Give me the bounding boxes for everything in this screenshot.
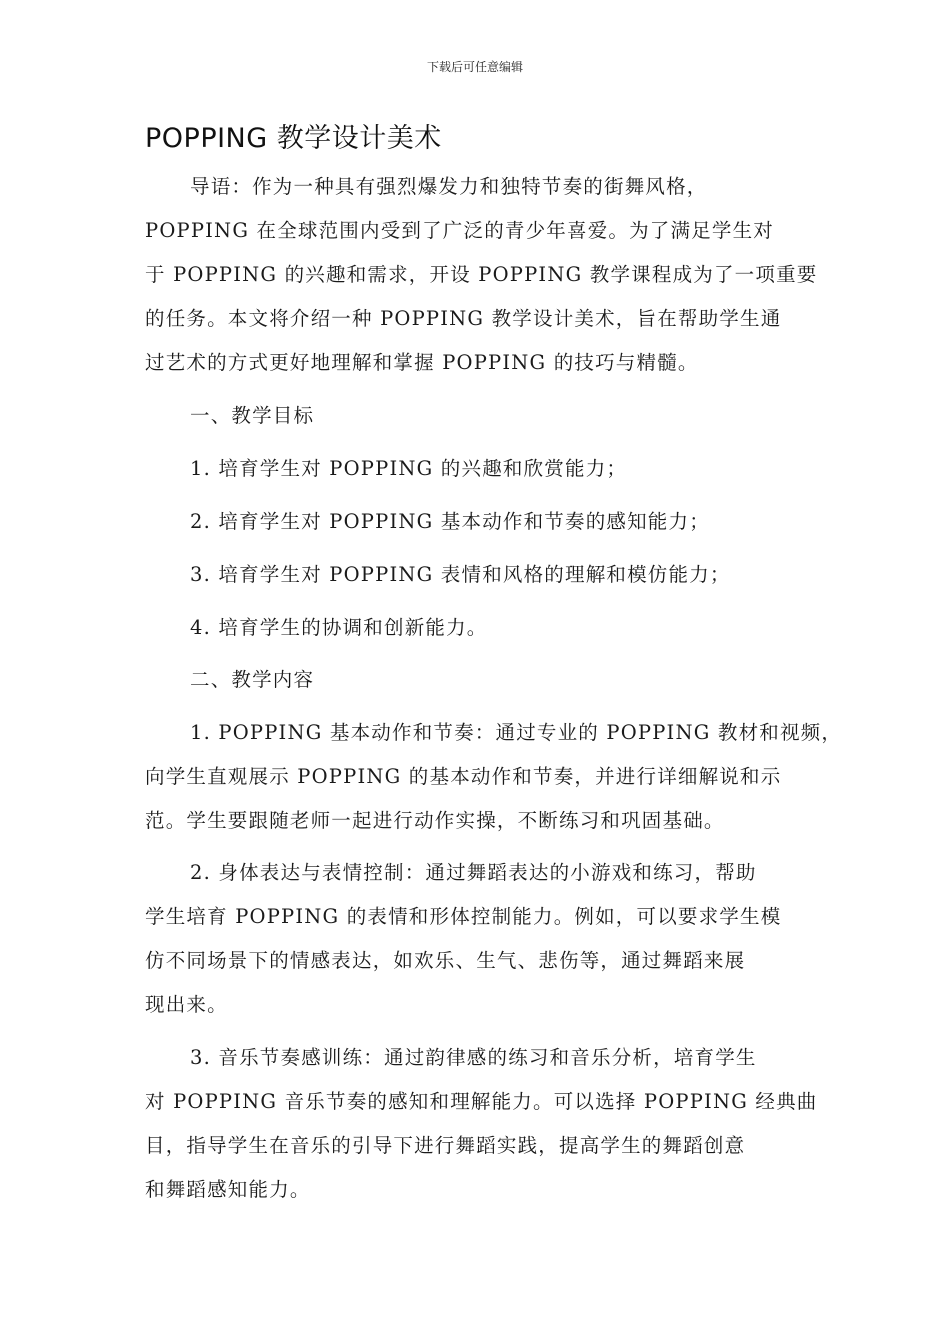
intro-line: 过艺术的方式更好地理解和掌握 POPPING 的技巧与精髓。: [145, 351, 699, 374]
objective-item: 1. 培育学生对 POPPING 的兴趣和欣赏能力；: [190, 457, 628, 480]
content-line: 范。学生要跟随老师一起进行动作实操，不断练习和巩固基础。: [145, 809, 725, 832]
content-line: 现出来。: [145, 993, 228, 1016]
content-line: 2. 身体表达与表情控制：通过舞蹈表达的小游戏和练习，帮助: [190, 861, 757, 884]
content-line: 仿不同场景下的情感表达，如欢乐、生气、悲伤等，通过舞蹈来展: [145, 949, 746, 972]
content-line: 和舞蹈感知能力。: [145, 1178, 311, 1201]
intro-line: 于 POPPING 的兴趣和需求，开设 POPPING 教学课程成为了一项重要: [145, 263, 818, 286]
page-header: 下载后可任意编辑: [426, 60, 523, 74]
content-line: 3. 音乐节奏感训练：通过韵律感的练习和音乐分析，培育学生: [190, 1046, 757, 1069]
content-line: 学生培育 POPPING 的表情和形体控制能力。例如，可以要求学生模: [145, 905, 782, 928]
content-line: 对 POPPING 音乐节奏的感知和理解能力。可以选择 POPPING 经典曲: [145, 1090, 818, 1113]
section-heading: 二、教学内容: [190, 668, 315, 691]
content-line: 向学生直观展示 POPPING 的基本动作和节奏，并进行详细解说和示: [145, 765, 782, 788]
objective-item: 2. 培育学生对 POPPING 基本动作和节奏的感知能力；: [190, 510, 710, 533]
intro-line: POPPING 在全球范围内受到了广泛的青少年喜爱。为了满足学生对: [145, 219, 774, 242]
section-heading: 一、教学目标: [190, 404, 315, 427]
document-title: POPPING 教学设计美术: [145, 123, 442, 154]
objective-item: 3. 培育学生对 POPPING 表情和风格的理解和模仿能力；: [190, 563, 731, 586]
intro-line: 的任务。本文将介绍一种 POPPING 教学设计美术，旨在帮助学生通: [145, 307, 782, 330]
content-line: 1. POPPING 基本动作和节奏：通过专业的 POPPING 教材和视频，: [190, 721, 843, 744]
intro-line: 导语：作为一种具有强烈爆发力和独特节奏的街舞风格，: [190, 175, 708, 198]
content-line: 目，指导学生在音乐的引导下进行舞蹈实践，提高学生的舞蹈创意: [145, 1134, 746, 1157]
objective-item: 4. 培育学生的协调和创新能力。: [190, 616, 488, 639]
